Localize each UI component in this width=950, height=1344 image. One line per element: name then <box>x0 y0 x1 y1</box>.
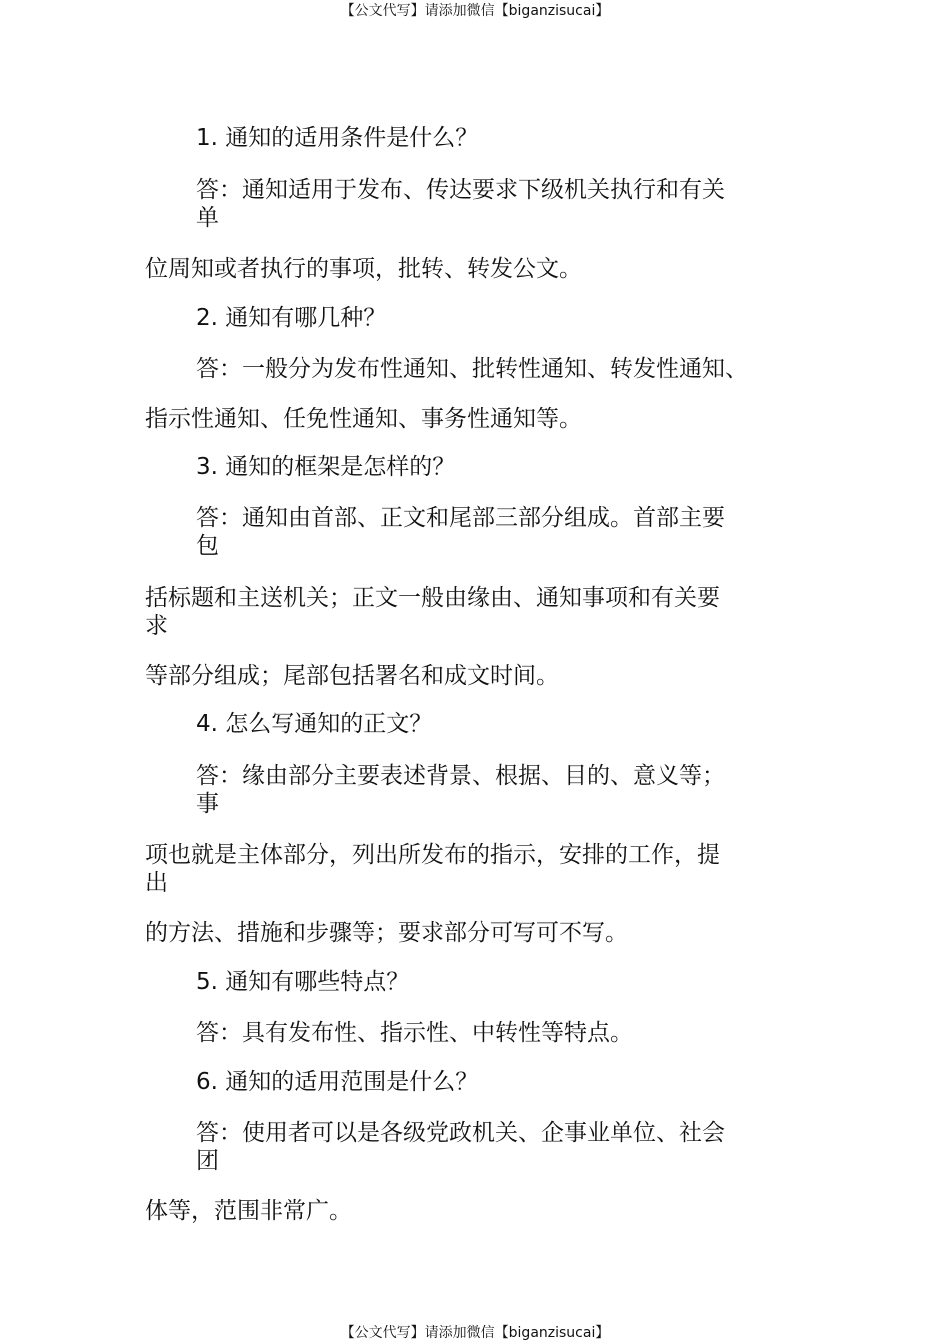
answer-4-line-1: 答：缘由部分主要表述背景、根据、目的、意义等； <box>196 763 725 789</box>
answer-6-line-3: 体等，范围非常广。 <box>145 1198 352 1224</box>
question-2: 2. 通知有哪几种？ <box>196 305 387 331</box>
page-header: 【公文代写】请添加微信【biganzisucai】 <box>340 3 610 19</box>
answer-2-line-2: 指示性通知、任免性通知、事务性通知等。 <box>145 406 582 432</box>
answer-1-line-1: 答：通知适用于发布、传达要求下级机关执行和有关 <box>196 177 725 203</box>
answer-4-line-4: 出 <box>145 870 168 896</box>
answer-2-line-1: 答：一般分为发布性通知、批转性通知、转发性通知、 <box>196 356 748 382</box>
question-6: 6. 通知的适用范围是什么？ <box>196 1069 479 1095</box>
answer-3-line-5: 等部分组成；尾部包括署名和成文时间。 <box>145 663 559 689</box>
answer-4-line-5: 的方法、措施和步骤等；要求部分可写可不写。 <box>145 920 628 946</box>
question-3: 3. 通知的框架是怎样的？ <box>196 454 456 480</box>
answer-4-line-2: 事 <box>196 791 219 817</box>
answer-3-line-1: 答：通知由首部、正文和尾部三部分组成。首部主要 <box>196 505 725 531</box>
answer-3-line-2: 包 <box>196 533 219 559</box>
answer-4-line-3: 项也就是主体部分，列出所发布的指示，安排的工作，提 <box>145 842 720 868</box>
question-5: 5. 通知有哪些特点？ <box>196 969 410 995</box>
answer-6-line-2: 团 <box>196 1148 219 1174</box>
answer-1-line-3: 位周知或者执行的事项，批转、转发公文。 <box>145 256 582 282</box>
answer-6-line-1: 答：使用者可以是各级党政机关、企事业单位、社会 <box>196 1120 725 1146</box>
answer-3-line-4: 求 <box>145 613 168 639</box>
answer-1-line-2: 单 <box>196 205 219 231</box>
page-footer: 【公文代写】请添加微信【biganzisucai】 <box>340 1325 610 1341</box>
question-1: 1. 通知的适用条件是什么？ <box>196 125 479 151</box>
answer-3-line-3: 括标题和主送机关；正文一般由缘由、通知事项和有关要 <box>145 585 720 611</box>
question-4: 4. 怎么写通知的正文？ <box>196 711 433 737</box>
answer-5-line-1: 答：具有发布性、指示性、中转性等特点。 <box>196 1020 633 1046</box>
